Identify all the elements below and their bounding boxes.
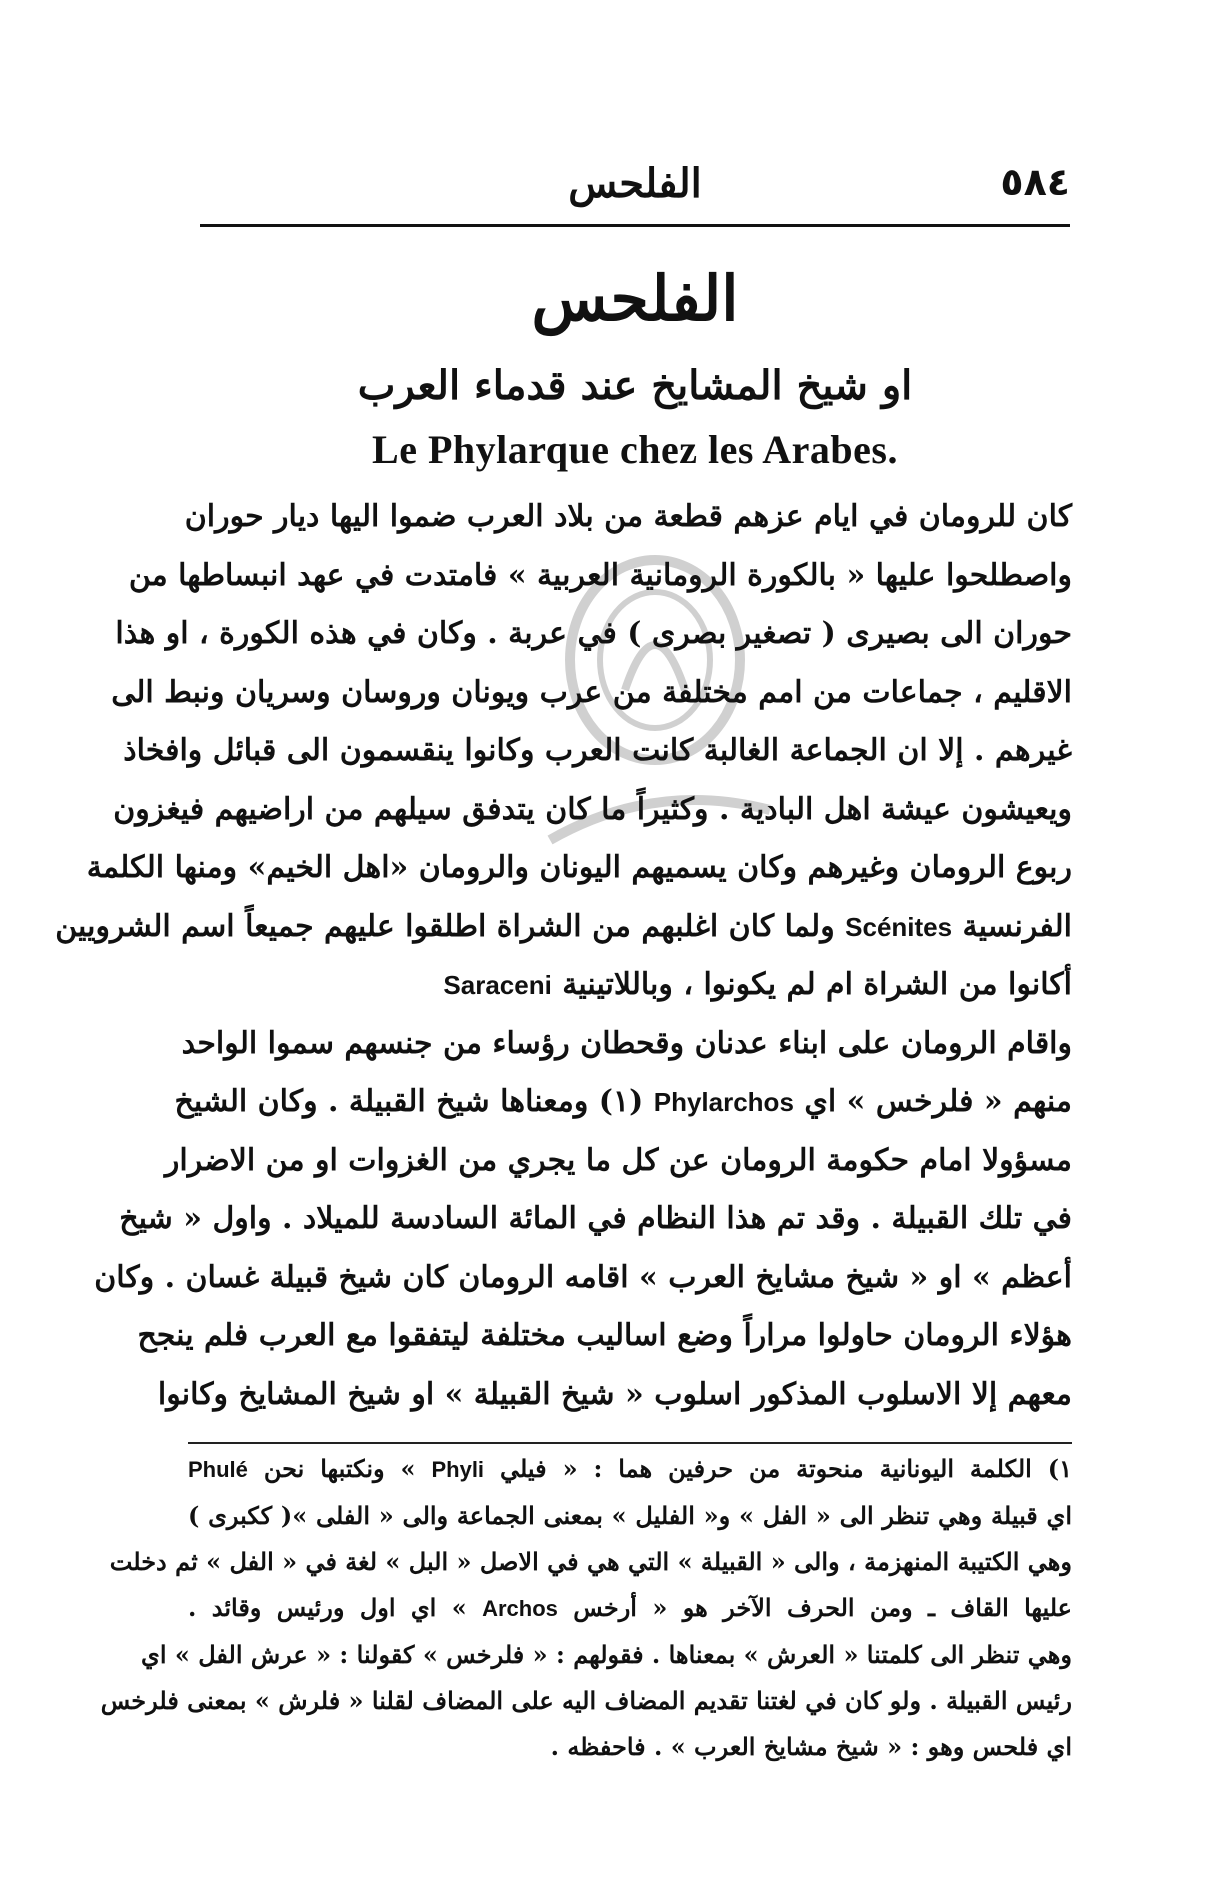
body-fragment: الفرنسية [962, 908, 1072, 944]
body-line [55, 898, 1072, 957]
body-line: واقام الرومان على ابناء عدنان وقحطان رؤساء من جنسهم سموا الواحد [181, 1025, 1072, 1061]
article-title: الفلحس [531, 262, 739, 335]
footnote-fragment: » ونكتبها نحن [263, 1454, 416, 1483]
footnote-line [188, 1446, 1072, 1493]
body-line: حوران الى بصيرى ( تصغير بصرى ) في عربة . وكان في هذه الكورة ، او هذا [115, 616, 1072, 651]
body-line: كان للرومان في ايام عزهم قطعة من بلاد العرب ضموا اليها ديار حوران [184, 499, 1072, 534]
footnote-line: اي قبيلة وهي تنظر الى « الفل » و« الفليل » بمعنى الجماعة والى « الفلى »( ككبرى ) [188, 1501, 1072, 1530]
body-line [188, 956, 1072, 1015]
latin-term: Archos [482, 1596, 558, 1621]
body-line: في تلك القبيلة . وقد تم هذا النظام في المائة السادسة للميلاد . واول « شيخ [119, 1201, 1072, 1236]
header-rule [200, 224, 1070, 227]
running-head [200, 160, 1070, 220]
latin-term: Phulé [188, 1457, 248, 1482]
body-line: أعظم » او « شيخ مشايخ العرب » اقامه الرومان كان شيخ قبيلة غسان . وكان [94, 1259, 1072, 1295]
body-line: واصطلحوا عليها « بالكورة الرومانية العربية » فامتدت في عهد انبساطها من [128, 557, 1072, 593]
footnotes [100, 1446, 1073, 1770]
footnote-line: وهي تنظر الى كلمتنا « العرش » بمعناها . فقولهم : « فلرخس » كقولنا : « عرش الفل » اي [141, 1640, 1072, 1669]
body-fragment: أكانوا من الشراة ام لم يكونوا ، وباللاتينية [562, 967, 1072, 1002]
article-body [55, 488, 1072, 1424]
body-line: الاقليم ، جماعات من امم مختلفة من عرب ويونان وروسان وسريان ونبط الى [111, 674, 1072, 710]
body-fragment: منهم « فلرخس » اي [804, 1084, 1072, 1119]
footnote-fragment: ١) الكلمة اليونانية منحوتة من حرفين هما : « فيلي [499, 1454, 1073, 1483]
article-subtitle-arabic: او شيخ المشايخ عند قدماء العرب [357, 362, 913, 409]
footnote-fragment: » اي اول ورئيس وقائد . [188, 1593, 467, 1622]
body-fragment: ولما كان اغلبهم من الشراة اطلقوا عليهم جميعاً اسم الشرويين [55, 908, 835, 944]
latin-term: Scénites [845, 911, 953, 942]
article-subtitle-french: Le Phylarque chez les Arabes. [372, 427, 898, 472]
body-line: ربوع الرومان وغيرهم وكان يسميهم اليونان والرومان «اهل الخيم» ومنها الكلمة [86, 850, 1072, 885]
latin-term: Phyli [431, 1457, 485, 1482]
body-line [174, 1073, 1072, 1132]
footnote-rule [188, 1442, 1072, 1444]
footnote-fragment: عليها القاف ـ ومن الحرف الآخر هو « أرخس [573, 1593, 1072, 1622]
footnote-line [188, 1585, 1072, 1632]
footnote-line: اي فلحس وهو : « شيخ مشايخ العرب » . فاحفظه . [550, 1732, 1072, 1761]
footnote-line: رئيس القبيلة . ولو كان في لغتنا تقديم المضاف اليه على المضاف لقلنا « فلرش » بمعنى فلرخس [100, 1686, 1072, 1715]
running-title: الفلحس [568, 160, 702, 207]
footnote-line: وهي الكتيبة المنهزمة ، والى « القبيلة » التي هي في الاصل « البل » لغة في « الفل » ثم دخلت [109, 1547, 1072, 1576]
page-number: ٥٨٤ [1000, 160, 1070, 204]
body-line: هؤلاء الرومان حاولوا مراراً وضع اساليب مختلفة ليتفقوا مع العرب فلم ينجح [137, 1318, 1072, 1353]
body-line: غيرهم . إلا ان الجماعة الغالبة كانت العرب وكانوا ينقسمون الى قبائل وافخاذ [123, 733, 1072, 768]
body-line: مسؤولا امام حكومة الرومان عن كل ما يجري من الغزوات او من الاضرار [164, 1142, 1072, 1178]
latin-term: Phylarchos [653, 1087, 794, 1117]
body-fragment: (١) ومعناها شيخ القبيلة . وكان الشيخ [174, 1084, 644, 1119]
latin-term: Saraceni [443, 970, 552, 1000]
body-line: ويعيشون عيشة اهل البادية . وكثيراً ما كان يتدفق سيلهم من اراضيهم فيغزون [113, 791, 1072, 827]
body-line: معهم إلا الاسلوب المذكور اسلوب « شيخ القبيلة » او شيخ المشايخ وكانوا [157, 1376, 1072, 1412]
